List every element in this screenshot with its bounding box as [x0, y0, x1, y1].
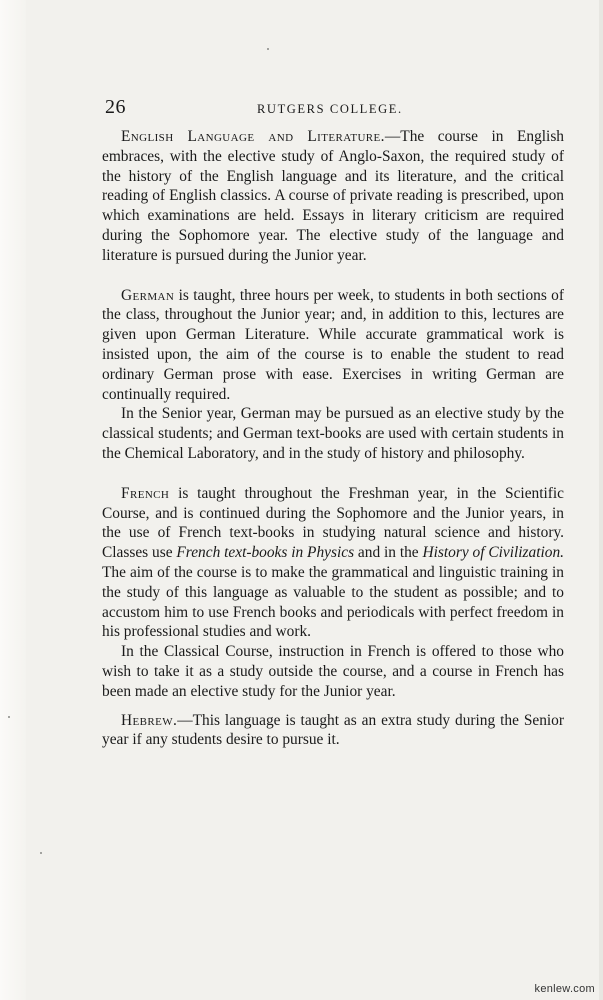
- german-paragraph: [102, 286, 564, 405]
- page-left-edge: [0, 0, 26, 1000]
- running-head: RUTGERS COLLEGE.: [257, 102, 403, 116]
- hebrew-paragraph: [102, 711, 564, 751]
- french-body-1: is taught throughout the Freshman year, in the Scientific Course, and is continued during the Sophomore and the Junior years, in the use of French text-books in studying natural science and history. Classes use: [102, 484, 564, 562]
- hebrew-heading: Hebrew.: [121, 711, 178, 729]
- paper-speck: [8, 716, 10, 718]
- section-gap: [102, 464, 564, 484]
- french-paragraph: [102, 484, 564, 642]
- english-paragraph: [102, 127, 564, 266]
- hebrew-body: —This language is taught as an extra study during the Senior year if any students desire to pursue it.: [102, 711, 564, 749]
- french-heading: French: [121, 484, 170, 502]
- german-heading: German: [121, 286, 175, 304]
- english-heading: English Language and Literature.: [121, 128, 385, 145]
- section-gap: [102, 702, 564, 711]
- page-number: 26: [105, 96, 126, 118]
- french-body-2: and in the: [354, 544, 423, 562]
- french-paragraph-2: In the Classical Course, instruction in French is offered to those who wish to take it as a study outside the course, and a course in French has been made an elective study for the Junior year.: [102, 643, 564, 700]
- page-right-edge: [599, 0, 603, 1000]
- french-italic-civilization: History of Civilization.: [422, 544, 565, 562]
- french-body-3: The aim of the course is to make the grammatical and linguistic training in the study of this language as valuable to the student as possible; and to accustom him to use French books and periodicals with perfect freedom in his professional studies and work.: [102, 563, 564, 641]
- paper-speck: [40, 852, 42, 854]
- french-italic-physics: French text-books in Physics: [176, 544, 355, 562]
- english-body: —The course in English embraces, with the elective study of Anglo-Saxon, the required study of the history of the English language and its literature, and the critical reading of English classics. A course of private reading is prescribed, upon which examinations are held. Essays in literary criticism are required during the Sophomore year. The elective study of the language and literature is pursued during the Junior year.: [102, 128, 565, 264]
- watermark: kenlew.com: [534, 983, 595, 995]
- german-paragraph-2: In the Senior year, German may be pursued as an elective study by the classical students; and German text-books are used with certain students in the Chemical Laboratory, and in the study of history and philosophy.: [102, 405, 564, 462]
- paper-speck: [267, 48, 269, 50]
- body-text: [102, 127, 564, 750]
- section-gap: [102, 266, 564, 286]
- german-body: is taught, three hours per week, to students in both sections of the class, throughout the Junior year; and, in addition to this, lectures are given upon German Literature. While accurate grammatical work is insisted upon, the aim of the course is to enable the student to read ordinary German prose with ease. Exercises in writing German are continually required.: [102, 286, 564, 403]
